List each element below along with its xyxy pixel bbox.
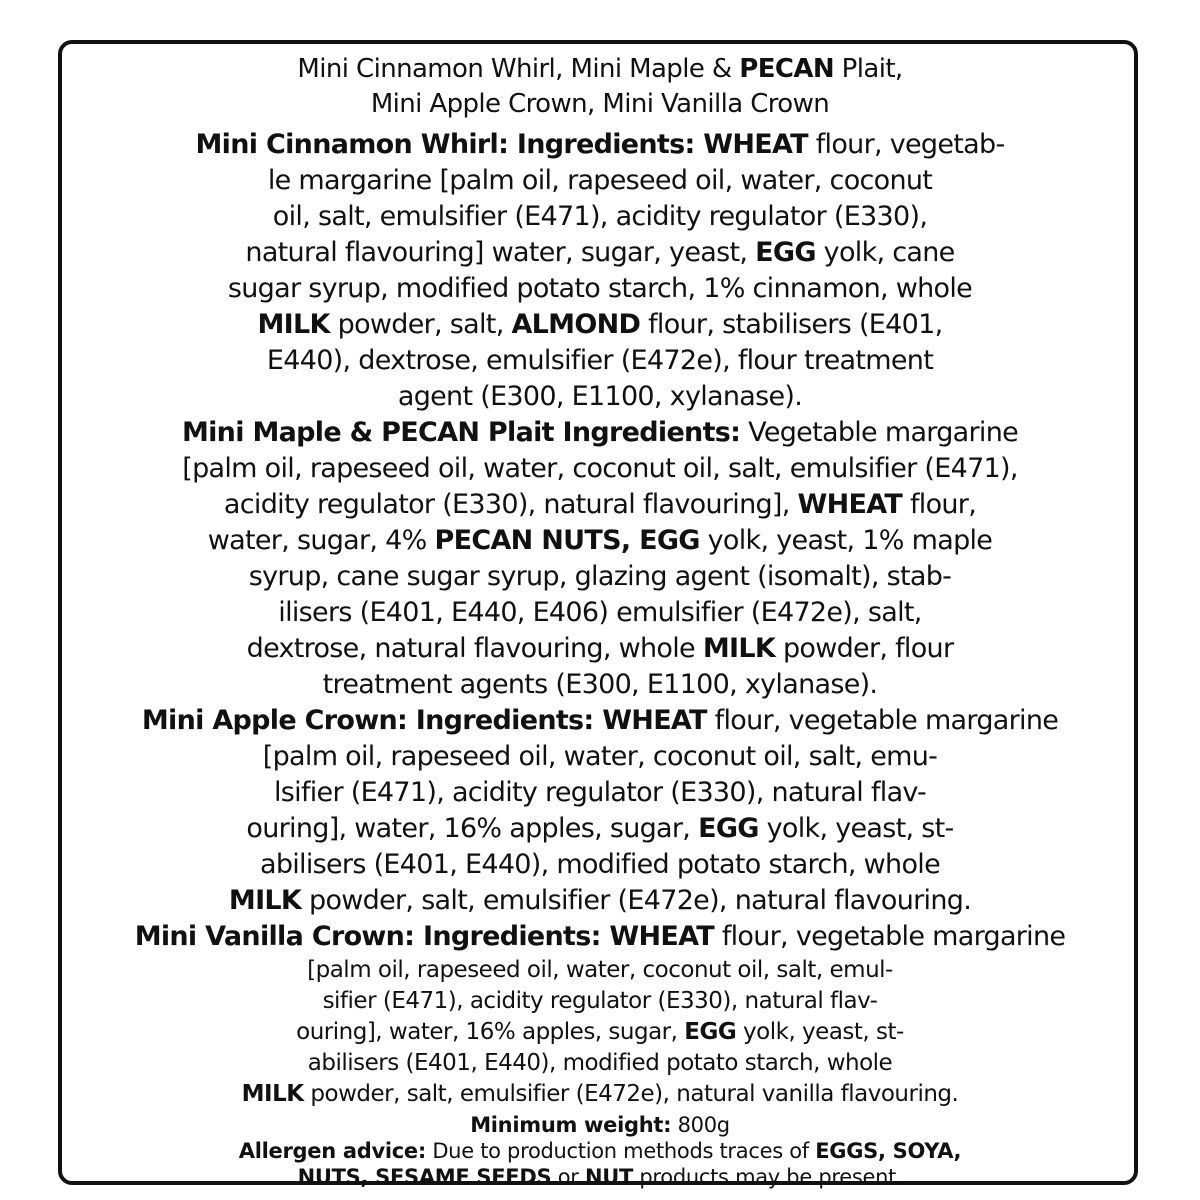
maple-pecan-plait-line — [62, 595, 1138, 631]
label-text: Plait, — [834, 54, 903, 84]
vanilla-crown-heading-line — [62, 919, 1138, 955]
section-vanilla-crown-heading — [62, 919, 1138, 955]
weight-and-allergen-advice — [62, 1112, 1138, 1190]
allergen-emphasis-text: ALMOND — [511, 309, 641, 340]
label-text: acidity regulator (E330), natural flavouring], — [223, 489, 798, 520]
maple-pecan-plait-line — [62, 559, 1138, 595]
label-text: sifier (E471), acidity regulator (E330), natural flav- — [322, 988, 878, 1014]
label-text: abilisers (E401, E440), modified potato starch, whole — [307, 1050, 893, 1076]
label-text: flour, vegetable margarine — [713, 921, 1066, 952]
cinnamon-whirl-line — [62, 235, 1138, 271]
label-text: yolk, yeast, st- — [736, 1019, 904, 1045]
apple-crown-line — [62, 775, 1138, 811]
maple-pecan-plait-line — [62, 631, 1138, 667]
allergen-emphasis-text: Allergen advice: — [238, 1139, 426, 1163]
label-text: agent (E300, E1100, xylanase). — [397, 381, 803, 412]
label-text: dextrose, natural flavouring, whole — [246, 633, 703, 664]
label-text: ouring], water, 16% apples, sugar, — [296, 1019, 685, 1045]
allergen-emphasis-text: EGG — [698, 813, 759, 844]
label-text: flour, vegetab- — [807, 129, 1005, 160]
section-vanilla-crown — [62, 955, 1138, 1110]
label-text: Mini Cinnamon Whirl, Mini Maple & — [297, 54, 740, 84]
vanilla-crown-line — [62, 1079, 1138, 1110]
allergen-emphasis-text: NUT — [584, 1165, 634, 1189]
label-text: syrup, cane sugar syrup, glazing agent (isomalt), stab- — [248, 561, 952, 592]
label-text: Due to production methods traces of — [425, 1139, 816, 1163]
allergen-emphasis-text: EGG — [755, 237, 816, 268]
label-text: treatment agents (E300, E1100, xylanase). — [322, 669, 878, 700]
vanilla-crown-line — [62, 1048, 1138, 1079]
allergen-emphasis-text: EGG — [684, 1019, 737, 1045]
label-text: yolk, yeast, 1% maple — [699, 525, 993, 556]
maple-pecan-plait-line — [62, 523, 1138, 559]
label-text: water, sugar, 4% — [207, 525, 435, 556]
label-text: flour, vegetable margarine — [706, 705, 1059, 736]
label-text: powder, salt, emulsifier (E472e), natural flavouring. — [301, 885, 972, 916]
label-text: or — [551, 1165, 585, 1189]
vanilla-crown-line — [62, 986, 1138, 1017]
section-apple-crown — [62, 703, 1138, 919]
label-text: [palm oil, rapeseed oil, water, coconut oil, salt, emulsifier (E471), — [182, 453, 1018, 484]
footer-line — [62, 1138, 1138, 1164]
cinnamon-whirl-line — [62, 343, 1138, 379]
label-text: flour, — [902, 489, 977, 520]
label-text: Mini Apple Crown, Mini Vanilla Crown — [370, 89, 830, 119]
apple-crown-line — [62, 703, 1138, 739]
cinnamon-whirl-line — [62, 163, 1138, 199]
title-line — [62, 87, 1138, 122]
allergen-emphasis-text: WHEAT — [797, 489, 903, 520]
label-text: 800g — [671, 1113, 730, 1137]
label-text: powder, salt, — [329, 309, 512, 340]
ingredients-label — [62, 52, 1138, 1190]
allergen-emphasis-text: Mini Apple Crown: Ingredients: WHEAT — [141, 705, 707, 736]
vanilla-crown-line — [62, 955, 1138, 986]
title-line — [62, 52, 1138, 87]
allergen-emphasis-text: MILK — [241, 1081, 304, 1107]
label-text: abilisers (E401, E440), modified potato starch, whole — [259, 849, 941, 880]
apple-crown-line — [62, 811, 1138, 847]
cinnamon-whirl-line — [62, 271, 1138, 307]
ingredient-sections — [62, 127, 1138, 1110]
allergen-emphasis-text: Mini Maple & PECAN Plait Ingredients: — [181, 417, 741, 448]
label-text: yolk, yeast, st- — [758, 813, 954, 844]
allergen-emphasis-text: PECAN — [739, 54, 835, 84]
label-text: ouring], water, 16% apples, sugar, — [246, 813, 699, 844]
maple-pecan-plait-line — [62, 487, 1138, 523]
maple-pecan-plait-line — [62, 451, 1138, 487]
product-list-title — [62, 52, 1138, 122]
section-maple-pecan-plait — [62, 415, 1138, 703]
label-text: products may be present. — [633, 1165, 903, 1189]
apple-crown-line — [62, 739, 1138, 775]
label-text: E440), dextrose, emulsifier (E472e), flour treatment — [266, 345, 934, 376]
label-text: sugar syrup, modified potato starch, 1% cinnamon, whole — [227, 273, 973, 304]
label-text: oil, salt, emulsifier (E471), acidity regulator (E330), — [272, 201, 928, 232]
allergen-emphasis-text: EGGS, SOYA, — [815, 1139, 962, 1163]
cinnamon-whirl-line — [62, 379, 1138, 415]
allergen-emphasis-text: Mini Cinnamon Whirl: Ingredients: WHEAT — [195, 129, 808, 160]
label-text: yolk, cane — [815, 237, 955, 268]
footer-line — [62, 1112, 1138, 1138]
allergen-emphasis-text: MILK — [228, 885, 302, 916]
vanilla-crown-line — [62, 1017, 1138, 1048]
maple-pecan-plait-line — [62, 667, 1138, 703]
label-text: le margarine [palm oil, rapeseed oil, water, coconut — [267, 165, 933, 196]
cinnamon-whirl-line — [62, 199, 1138, 235]
label-text: flour, stabilisers (E401, — [640, 309, 943, 340]
label-text: powder, salt, emulsifier (E472e), natural vanilla flavouring. — [303, 1081, 959, 1107]
apple-crown-line — [62, 847, 1138, 883]
label-text: lsifier (E471), acidity regulator (E330), natural flav- — [273, 777, 927, 808]
apple-crown-line — [62, 883, 1138, 919]
label-text: [palm oil, rapeseed oil, water, coconut oil, salt, emu- — [262, 741, 938, 772]
cinnamon-whirl-line — [62, 127, 1138, 163]
label-text: natural flavouring] water, sugar, yeast, — [245, 237, 756, 268]
allergen-emphasis-text: Mini Vanilla Crown: Ingredients: WHEAT — [134, 921, 714, 952]
allergen-emphasis-text: MILK — [257, 309, 330, 340]
label-text: Vegetable margarine — [740, 417, 1019, 448]
label-text: powder, flour — [775, 633, 954, 664]
label-text: ilisers (E401, E440, E406) emulsifier (E472e), salt, — [278, 597, 922, 628]
footer-line — [62, 1164, 1138, 1190]
allergen-emphasis-text: MILK — [702, 633, 776, 664]
allergen-emphasis-text: Minimum weight: — [470, 1113, 672, 1137]
allergen-emphasis-text: NUTS, SESAME SEEDS — [297, 1165, 552, 1189]
maple-pecan-plait-line — [62, 415, 1138, 451]
section-cinnamon-whirl — [62, 127, 1138, 415]
cinnamon-whirl-line — [62, 307, 1138, 343]
allergen-emphasis-text: PECAN NUTS, EGG — [434, 525, 700, 556]
label-text: [palm oil, rapeseed oil, water, coconut oil, salt, emul- — [307, 957, 893, 983]
